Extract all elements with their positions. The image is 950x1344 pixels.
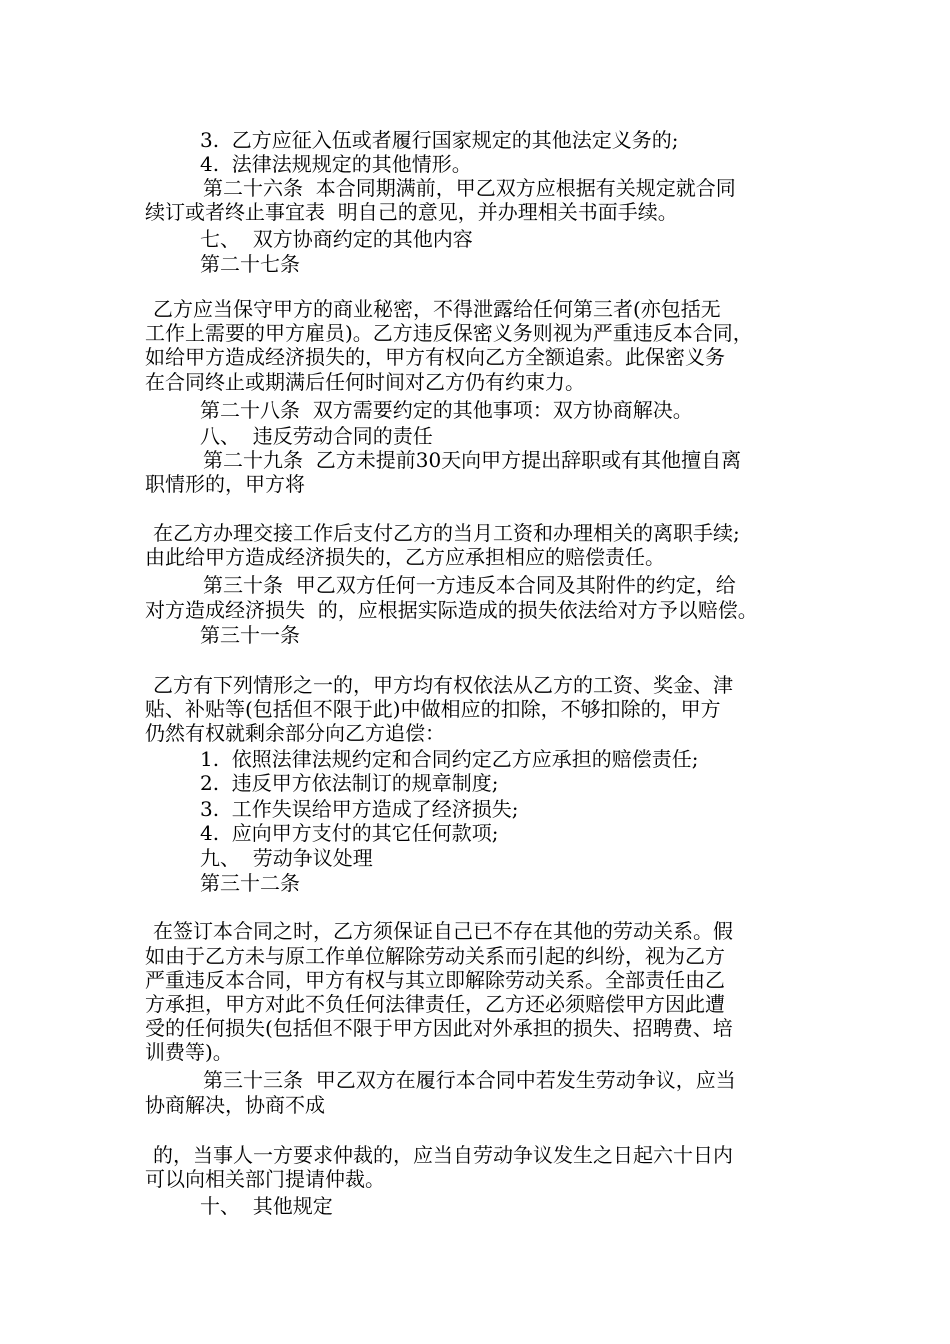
article-paragraph: 第三十条 甲乙双方任何一方违反本合同及其附件的约定，给 — [203, 573, 736, 597]
article-paragraph: 对方造成经济损失 的，应根据实际造成的损失依法给对方予以赔偿。 — [145, 598, 758, 622]
section-heading: 七、 双方协商约定的其他内容 — [200, 227, 473, 251]
article-paragraph: 严重违反本合同，甲方有权与其立即解除劳动关系。全部责任由乙 — [145, 968, 725, 992]
list-item: 4. 应向甲方支付的其它任何款项; — [200, 821, 499, 845]
list-item: 3. 乙方应征入伍或者履行国家规定的其他法定义务的; — [200, 128, 679, 152]
list-item: 3. 工作失误给甲方造成了经济损失; — [200, 797, 519, 821]
article-paragraph: 贴、补贴等(包括但不限于此)中做相应的扣除，不够扣除的，甲方 — [145, 697, 721, 721]
article-paragraph: 第三十三条 甲乙双方在履行本合同中若发生劳动争议，应当 — [203, 1068, 736, 1092]
article-paragraph: 职情形的，甲方将 — [145, 472, 305, 496]
section-heading: 九、 劳动争议处理 — [200, 846, 373, 870]
article-paragraph: 第二十八条 双方需要约定的其他事项：双方协商解决。 — [200, 398, 693, 422]
article-paragraph: 仍然有权就剩余部分向乙方追偿： — [145, 721, 445, 745]
list-item: 2. 违反甲方依法制订的规章制度; — [200, 771, 499, 795]
article-paragraph: 第二十九条 乙方未提前30天向甲方提出辞职或有其他擅自离 — [203, 448, 742, 472]
article-heading: 第二十七条 — [200, 252, 300, 276]
article-paragraph: 受的任何损失(包括但不限于甲方因此对外承担的损失、招聘费、培 — [145, 1016, 733, 1040]
article-paragraph: 如给甲方造成经济损失的，甲方有权向乙方全额追索。此保密义务 — [145, 345, 725, 369]
article-heading: 第三十二条 — [200, 871, 300, 895]
section-heading: 八、 违反劳动合同的责任 — [200, 424, 433, 448]
section-heading: 十、 其他规定 — [200, 1194, 333, 1218]
article-paragraph: 训费等)。 — [145, 1040, 233, 1064]
article-paragraph: 乙方有下列情形之一的，甲方均有权依法从乙方的工资、奖金、津 — [153, 673, 733, 697]
article-paragraph: 可以向相关部门提请仲裁。 — [145, 1167, 385, 1191]
article-paragraph: 协商解决，协商不成 — [145, 1093, 325, 1117]
article-paragraph: 由此给甲方造成经济损失的，乙方应承担相应的赔偿责任。 — [145, 545, 665, 569]
article-paragraph: 工作上需要的甲方雇员)。乙方违反保密义务则视为严重违反本合同， — [145, 321, 753, 345]
article-paragraph: 在签订本合同之时，乙方须保证自己已不存在其他的劳动关系。假 — [153, 919, 733, 943]
list-item: 4. 法律法规规定的其他情形。 — [200, 152, 472, 176]
article-paragraph: 续订或者终止事宜表 明自己的意见，并办理相关书面手续。 — [145, 200, 678, 224]
article-heading: 第三十一条 — [200, 623, 300, 647]
article-paragraph: 在乙方办理交接工作后支付乙方的当月工资和办理相关的离职手续; — [153, 521, 740, 545]
article-paragraph: 方承担，甲方对此不负任何法律责任，乙方还必须赔偿甲方因此遭 — [145, 992, 725, 1016]
article-paragraph: 在合同终止或期满后任何时间对乙方仍有约束力。 — [145, 370, 585, 394]
article-paragraph: 的，当事人一方要求仲裁的，应当自劳动争议发生之日起六十日内 — [153, 1143, 733, 1167]
article-paragraph: 如由于乙方未与原工作单位解除劳动关系而引起的纠纷，视为乙方 — [145, 944, 725, 968]
article-paragraph: 第二十六条 本合同期满前，甲乙双方应根据有关规定就合同 — [203, 176, 736, 200]
article-paragraph: 乙方应当保守甲方的商业秘密，不得泄露给任何第三者(亦包括无 — [153, 297, 721, 321]
list-item: 1. 依照法律法规约定和合同约定乙方应承担的赔偿责任; — [200, 747, 699, 771]
